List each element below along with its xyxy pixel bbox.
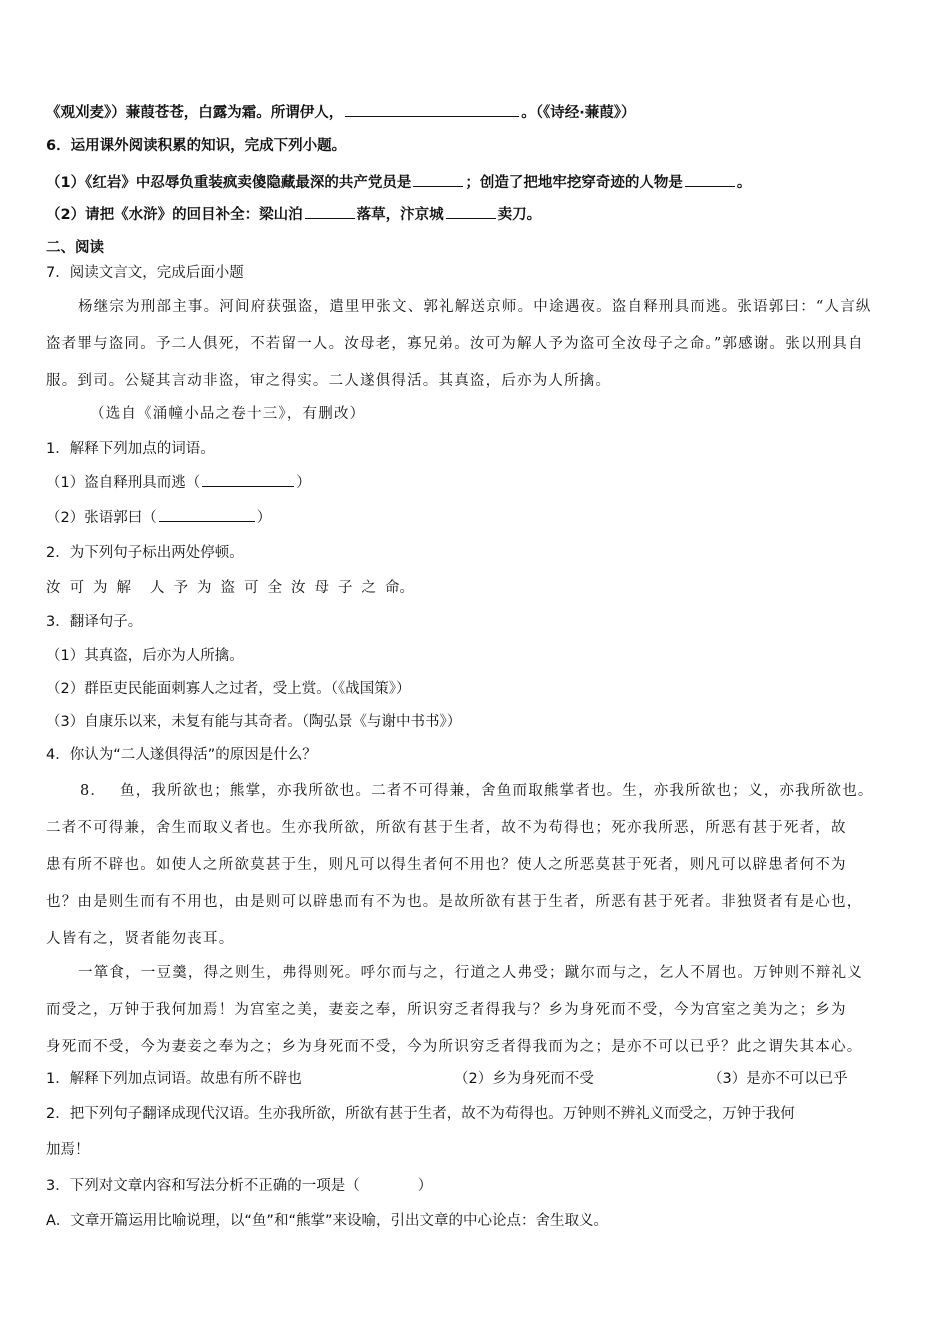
answer-blank[interactable] <box>345 102 519 117</box>
q8-passage-line: 也？由是则生而有不用也，由是则可以辟患而有不为也。是故所欲有甚于生者，所恶有甚于死者。非独贤者有是心也， <box>46 894 863 910</box>
q7-passage-line: 服。到司。公疑其言动非盗，审之得实。二人遂俱得活。其真盗，后亦为人所擒。 <box>46 373 612 389</box>
q8-sub1-col3: （3）是亦不可以已乎 <box>708 1071 848 1087</box>
q7-sub1-title: 1．解释下列加点的词语。 <box>46 441 215 457</box>
q8-sub3-title-close: ） <box>417 1178 433 1194</box>
sentence-char: 母 <box>314 580 329 596</box>
sentence-char: 子 <box>338 580 353 596</box>
answer-blank[interactable] <box>446 204 496 219</box>
sentence-char: 解 <box>116 580 131 596</box>
poem-fill-line <box>46 102 908 123</box>
answer-blank[interactable] <box>159 507 255 522</box>
q7-sub1-item-text: （1）盗自释刑具而逃（ <box>46 475 201 491</box>
q8-sub2-line: 2．把下列句子翻译成现代汉语。生亦我所欲，所欲有甚于生者，故不为苟得也。万钟则不辨礼义而受之，万钟于我何 <box>46 1106 795 1122</box>
q6-sub2-text: 卖刀。 <box>497 207 542 223</box>
q7-sub1-item-close: ） <box>296 475 311 491</box>
question-6-sub1 <box>46 172 908 193</box>
q8-passage-line: 患有所不辟也。如使人之所欲莫甚于生，则凡可以得生者何不用也？使人之所恶莫甚于死者，则凡可以辟患者何不为 <box>46 857 847 873</box>
answer-blank[interactable] <box>685 172 735 187</box>
sentence-char: 予 <box>173 580 188 596</box>
sentence-char: 人 <box>150 580 165 596</box>
answer-blank[interactable] <box>305 204 355 219</box>
question-7-title: 7．阅读文言文，完成后面小题 <box>46 265 244 281</box>
q7-source: （选自《涌幢小品之卷十三》，有删改） <box>90 406 366 422</box>
sentence-char: 为 <box>197 580 212 596</box>
question-6-sub2 <box>46 204 908 225</box>
question-8-number: 8． <box>80 783 107 799</box>
q7-sub1-item-text: （2）张语郭曰（ <box>46 510 157 526</box>
q7-sub2-title: 2．为下列句子标出两处停顿。 <box>46 545 244 561</box>
q7-passage-line: 盗者罪与盗同。予二人俱死，不若留一人。汝母老，寡兄弟。汝可为解人予为盗可全汝母子之命。”郭感谢。张以刑具自 <box>46 336 864 352</box>
answer-blank[interactable] <box>202 472 294 487</box>
q6-sub2-text: （2）请把《水浒》的回目补全：梁山泊 <box>46 207 303 223</box>
sentence-char: 汝 <box>46 580 61 596</box>
q8-passage-line: 而受之，万钟于我何加焉！为宫室之美，妻妾之奉，所识穷乏者得我与？乡为身死而不受，今为宫室之美为之；乡为 <box>46 1002 847 1018</box>
q7-sub1-item1 <box>46 472 908 493</box>
sentence-char: 全 <box>267 580 282 596</box>
q7-sub1-item2 <box>46 507 908 528</box>
q6-sub2-text: 落草，汴京城 <box>356 207 444 223</box>
q8-passage-line <box>46 781 908 801</box>
q7-sub1-item-close: ） <box>256 510 272 526</box>
sentence-char: 汝 <box>291 580 306 596</box>
q6-sub1-text: 。 <box>736 175 752 191</box>
q7-sub3-item: （3）自康乐以来，未复有能与其奇者。（陶弘景《与谢中书书》） <box>46 714 462 730</box>
q7-passage-line: 杨继宗为刑部主事。河间府获强盗，遣里甲张文、郭礼解送京师。中途遇夜。盗自释刑具而逃。张语郭曰：“人言纵 <box>78 299 872 315</box>
q7-sub3-title: 3．翻译句子。 <box>46 614 143 630</box>
q8-sub2-line: 加焉！ <box>46 1142 90 1158</box>
sentence-char: 命。 <box>385 580 414 596</box>
poem-fill-prefix: 《观刈麦》）蒹葭苍苍，白露为霜。所谓伊人， <box>46 105 344 121</box>
sentence-char: 可 <box>244 580 259 596</box>
q8-passage-line: 身死而不受，今为妻妾之奉为之；乡为身死而不受，今为所识穷乏者得我而为之；是亦不可以已乎？此之谓失其本心。 <box>46 1039 863 1055</box>
sentence-char: 可 <box>69 580 84 596</box>
q8-passage-line: 一箪食，一豆羹，得之则生，弗得则死。呼尔而与之，行道之人弗受；蹴尔而与之，乞人不屑也。万钟则不辩礼义 <box>78 965 863 981</box>
sentence-char: 为 <box>93 580 108 596</box>
q8-sub3-title <box>46 1176 908 1196</box>
question-6-title: 6．运用课外阅读积累的知识，完成下列小题。 <box>46 138 347 154</box>
sentence-char: 之 <box>361 580 376 596</box>
q7-sub3-item: （2）群臣吏民能面刺寡人之过者，受上赏。（《战国策》） <box>46 681 411 697</box>
q7-sub4-title: 4．你认为“二人遂俱得活”的原因是什么？ <box>46 747 317 763</box>
q8-sub3-option-a[interactable]: A．文章开篇运用比喻说理，以“鱼”和“熊掌”来设喻，引出文章的中心论点：舍生取义。 <box>46 1213 608 1229</box>
q8-sub1-col2: （2）乡为身死而不受 <box>454 1071 594 1087</box>
q8-passage-line: 二者不可得兼，舍生而取义者也。生亦我所欲，所欲有甚于生者，故不为苟得也；死亦我所恶，所恶有甚于死者，故 <box>46 820 847 836</box>
q7-pause-sentence <box>46 578 908 598</box>
answer-blank[interactable] <box>413 172 463 187</box>
q8-sub1-col1: 1．解释下列加点词语。故患有所不辟也 <box>46 1071 302 1087</box>
sentence-char: 盗 <box>220 580 235 596</box>
q8-passage-line: 人皆有之，贤者能勿丧耳。 <box>46 931 235 947</box>
poem-fill-suffix: 。（《诗经·蒹葭》） <box>521 105 636 121</box>
q6-sub1-text: ；创造了把地牢挖穿奇迹的人物是 <box>465 175 683 191</box>
section-heading: 二、阅读 <box>46 240 104 256</box>
q8-passage-text: 鱼，我所欲也；熊掌，亦我所欲也。二者不可得兼，舍鱼而取熊掌者也。生，亦我所欲也；义，亦我所欲也。 <box>120 783 874 799</box>
q8-sub3-title-text: 3．下列对文章内容和写法分析不正确的一项是（ <box>46 1178 360 1194</box>
q7-sub3-item: （1）其真盗，后亦为人所擒。 <box>46 648 244 664</box>
q6-sub1-text: （1）《红岩》中忍辱负重装疯卖傻隐藏最深的共产党员是 <box>46 175 412 191</box>
